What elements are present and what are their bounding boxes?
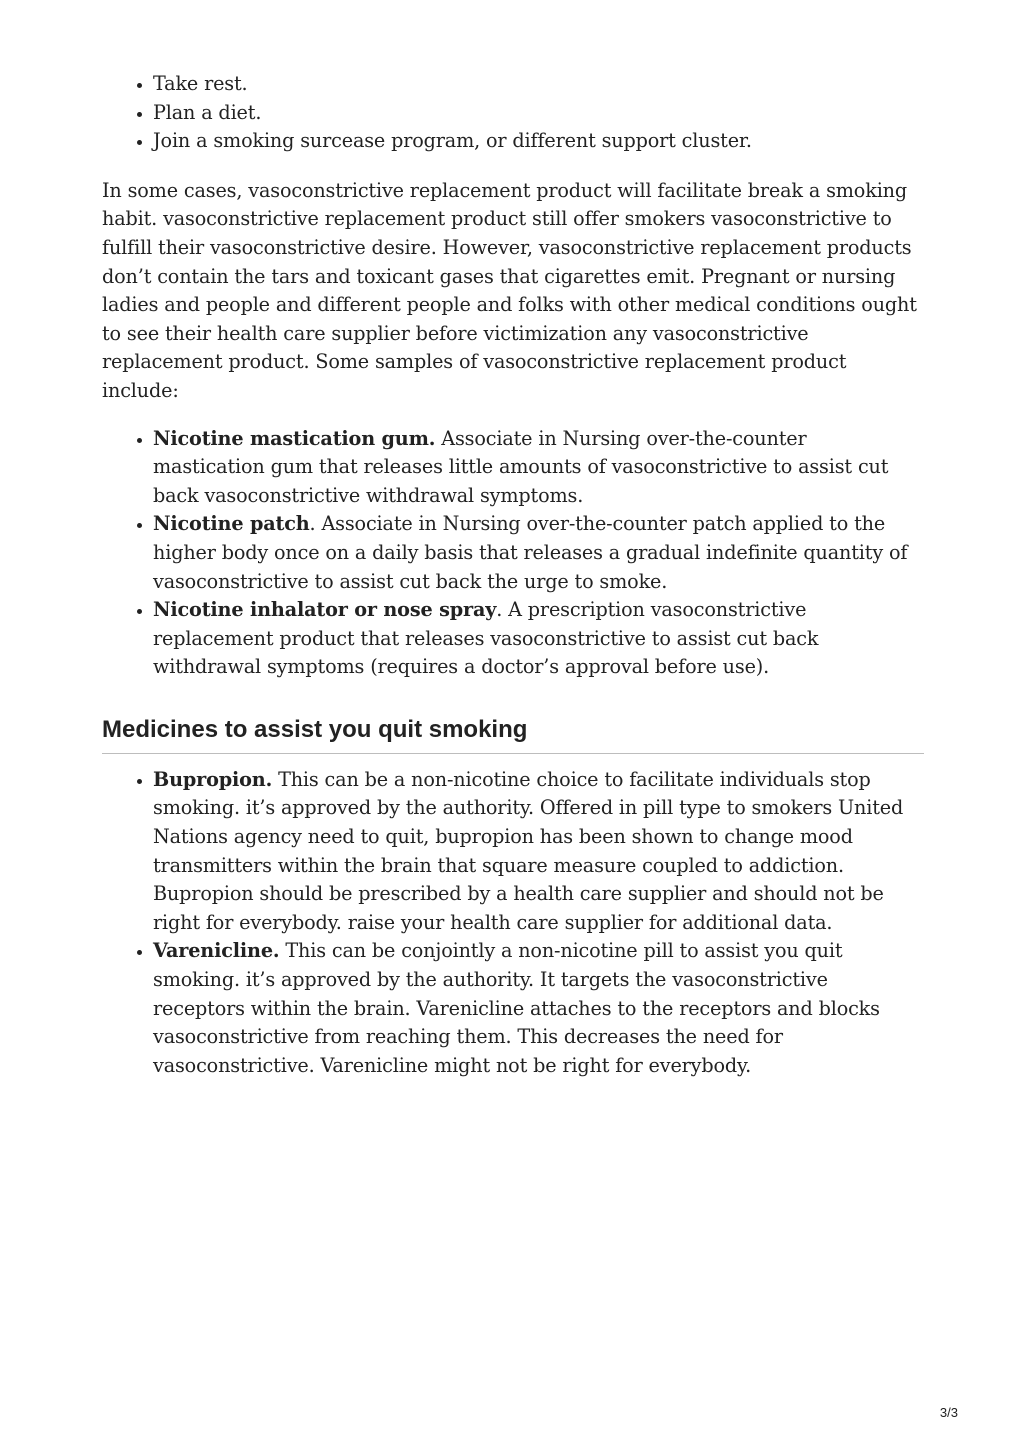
list-item [153,937,924,1080]
list-item-text: This can be conjointly a non-nicotine pill to assist you quit smoking. it’s approved by the authority. It targets the vasoconstrictive receptors within the brain. Varenicline attaches to the receptors and blocks vasoconstrictive from reaching them. This decreases the need for vasoconstrictive. Varenicline might not be right for everybody. [153,939,880,1077]
nicotine-replacement-list [102,425,924,682]
list-item [153,425,924,511]
list-item-text: . A prescription vasoconstrictive replacement product that releases vasoconstrictive to assist cut back withdrawal symptoms (requires a doctor’s approval before use). [153,598,819,679]
page-number: 3/3 [939,1405,958,1420]
document-content [102,70,924,1080]
list-item-term: Bupropion. [153,767,273,791]
list-item-text: . Associate in Nursing over-the-counter patch applied to the higher body once on a daily basis that releases a gradual indefinite quantity of vasoconstrictive to assist cut back the urge to smoke. [153,512,908,593]
list-item [153,596,924,682]
list-item-term: Nicotine patch [153,512,310,536]
list-item-text: Associate in Nursing over-the-counter mastication gum that releases little amounts of vasoconstrictive to assist cut back vasoconstrictive withdrawal symptoms. [153,426,889,507]
list-item [153,99,924,128]
list-item-text: Join a smoking surcease program, or different support cluster. [153,129,752,153]
list-item-text: Plan a diet. [153,100,262,124]
tips-list [102,70,924,156]
list-item-text: This can be a non-nicotine choice to facilitate individuals stop smoking. it’s approved by the authority. Offered in pill type to smokers United Nations agency need to quit, bupropion has been shown to change mood transmitters within the brain that square measure coupled to addiction. Bupropion should be prescribed by a health care supplier and should not be right for everybody. raise your health care supplier for additional data. [153,767,904,934]
medicines-heading: Medicines to assist you quit smoking [102,715,924,754]
list-item [153,127,924,156]
list-item-text: Take rest. [153,72,248,95]
intro-paragraph: In some cases, vasoconstrictive replacement product will facilitate break a smoking habit. vasoconstrictive replacement product still offer smokers vasoconstrictive to fulfill their vasoconstrictive desire. However, vasoconstrictive replacement products don’t contain the tars and toxicant gases that cigarettes emit. Pregnant or nursing ladies and people and different people and folks with other medical conditions ought to see their health care supplier before victimization any vasoconstrictive replacement product. Some samples of vasoconstrictive replacement product include: [102,178,917,402]
list-item [153,70,924,99]
list-item-term: Nicotine inhalator or nose spray [153,598,497,622]
medicines-list [102,766,924,1081]
list-item [153,510,924,596]
list-item-term: Nicotine mastication gum. [153,426,436,450]
list-item-term: Varenicline. [153,939,280,963]
list-item [153,766,924,938]
